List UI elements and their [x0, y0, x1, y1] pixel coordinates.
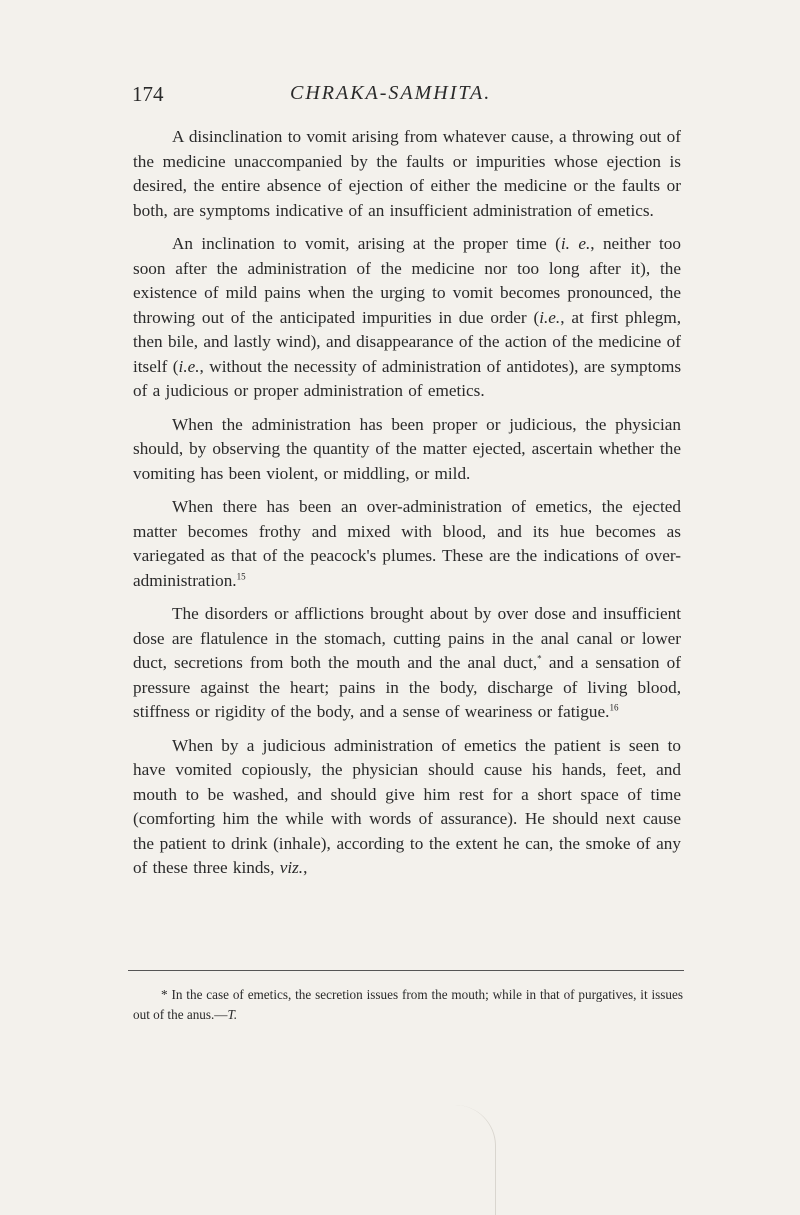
footnote-translator: T.	[227, 1007, 238, 1022]
paragraph-4: When there has been an over-administration of emetics, the ejected matter becomes frothy and mixed with blood, and its hue becomes as variegated as that of the peacock's plumes. These are the indications of over-administration.$^{15}$	[133, 497, 681, 590]
footnote	[133, 985, 683, 1025]
body-text	[133, 125, 681, 890]
paragraph-5: The disorders or afflictions brought about by over dose and insufficient dose are flatulence in the stomach, cutting pains in the anal canal or lower duct, secretions from both the mouth and the anal duct,* and a sensation of pressure against the heart; pains in the body, discharge of living blood, stiffness or rigidity of the body, and a sense of weariness or fatigue.$^{16}$	[133, 604, 681, 721]
footnote-divider	[128, 970, 684, 971]
page-header	[132, 82, 672, 112]
endnote-marker: 16	[609, 702, 619, 713]
footnote-mark: *	[161, 987, 168, 1002]
paragraph-1: A disinclination to vomit arising from whatever cause, a throwing out of the medicine unaccompanied by the faults or impurities whose ejection is desired, the entire absence of ejection of either the medicine or the faults or both, are symptoms indicative of an insufficient administration of emetics.	[133, 127, 681, 220]
paragraph-6: When by a judicious administration of emetics the patient is seen to have vomited copiously, the physician should cause his hands, feet, and mouth to be washed, and should give him rest for a short space of time (comforting him the while with words of assurance). He should next cause the patient to drink (inhale), according to the extent he can, the smoke of any of these three kinds, viz.,	[133, 735, 681, 877]
paper-fold-mark	[455, 1105, 496, 1215]
footnote-text: In the case of emetics, the secretion issues from the mouth; while in that of purgatives, it issues out of the anus.—	[133, 987, 683, 1022]
page-number: 174	[132, 82, 164, 106]
paragraph-2: An inclination to vomit, arising at the proper time (i. e., neither too soon after the administration of the medicine nor too long after it), the existence of mild pains when the urging to vomit becomes pronounced, the throwing out of the anticipated impurities in due order (i.e., at first phlegm, then bile, and lastly wind), and disappearance of the action of the medicine of itself (i.e., without the necessity of administration of antidotes), are symptoms of a judicious or proper administration of emetics.	[133, 234, 682, 400]
paragraph-3: When the administration has been proper or judicious, the physician should, by observing the quantity of the matter ejected, ascertain whether the vomiting has been violent, or middling, or mild.	[133, 414, 681, 483]
footnote-marker: *	[537, 653, 542, 664]
endnote-marker: 15	[236, 570, 246, 581]
running-title: CHRAKA-SAMHITA.	[290, 82, 492, 104]
